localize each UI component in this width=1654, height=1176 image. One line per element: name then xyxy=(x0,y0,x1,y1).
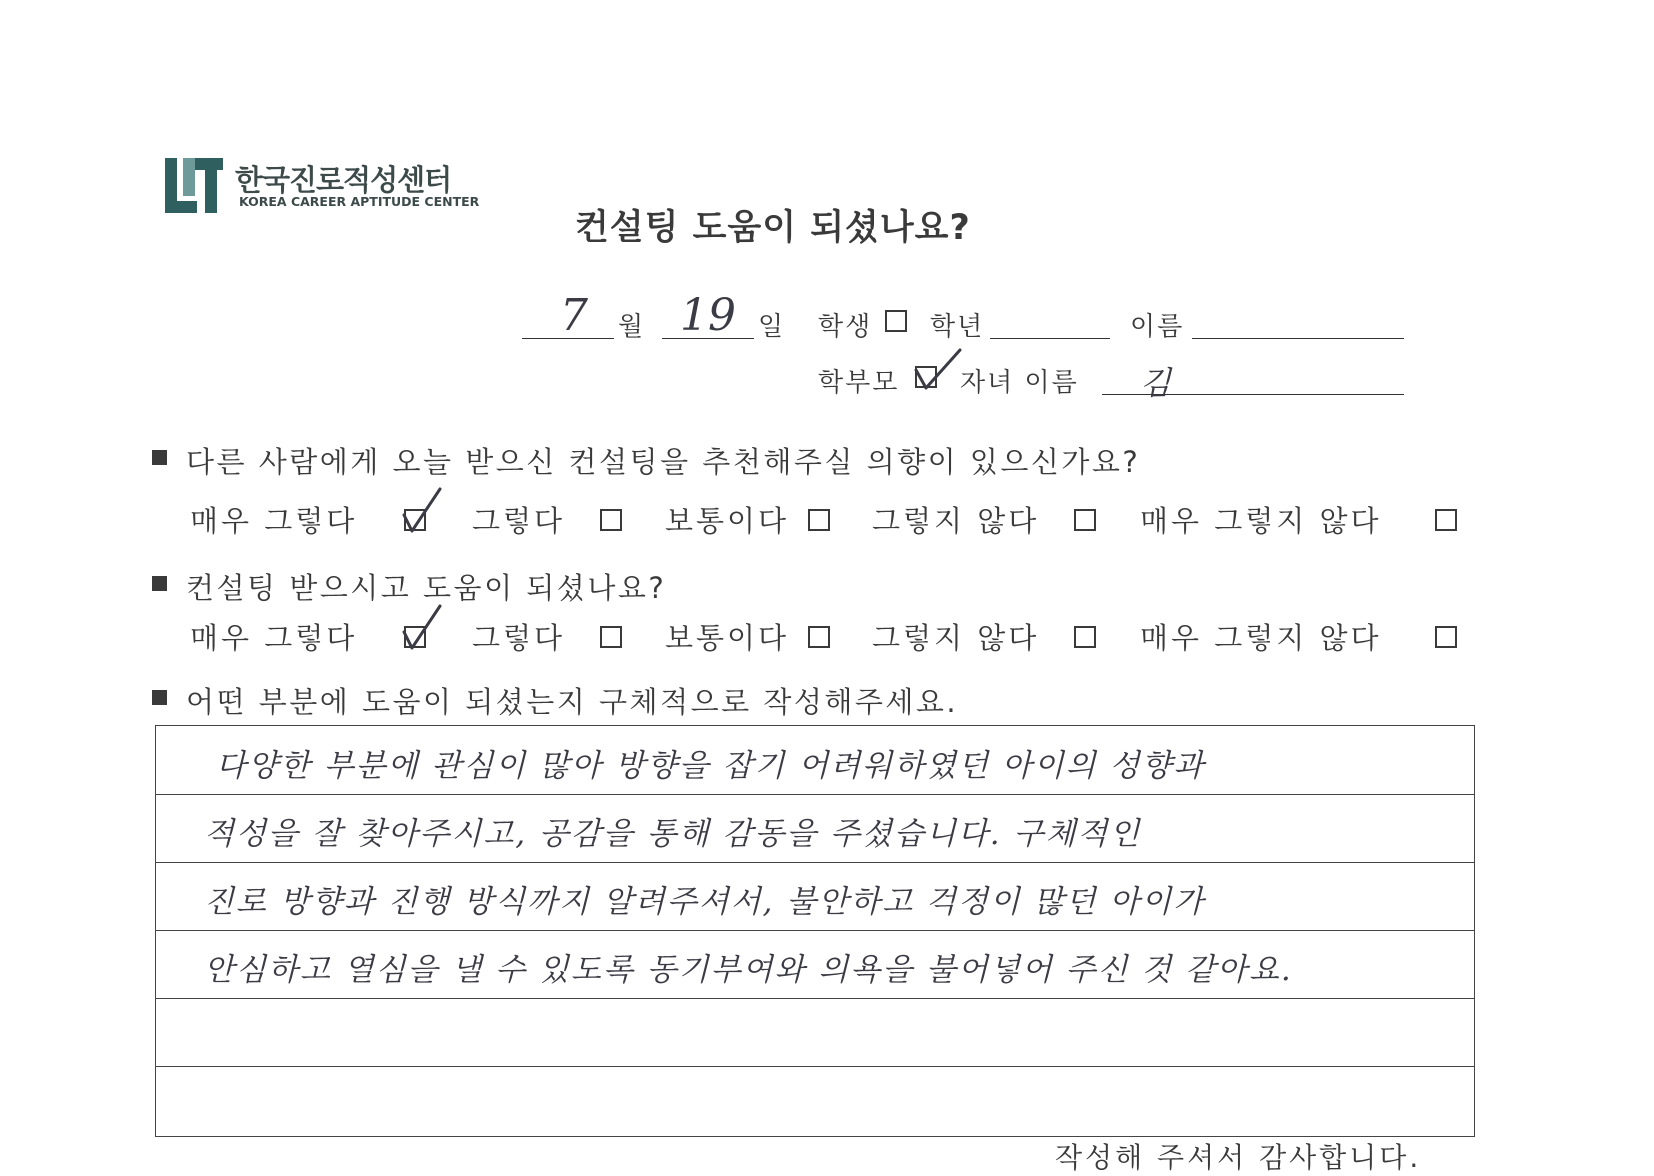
name-label: 이름 xyxy=(1130,312,1185,342)
question-3-text: 어떤 부분에 도움이 되셨는지 구체적으로 작성해주세요. xyxy=(186,685,959,719)
month-value: 7 xyxy=(560,290,588,341)
q1-option-very-no-checkbox[interactable] xyxy=(1435,509,1457,531)
question-1-text: 다른 사람에게 오늘 받으신 컨설팅을 추천해주실 의향이 있으신가요? xyxy=(186,445,1141,479)
q1-option-very-no-label: 매우 그렇지 않다 xyxy=(1140,504,1382,538)
child-name-value: 김 xyxy=(1140,364,1171,402)
page-title: 컨설팅 도움이 되셨나요? xyxy=(575,208,971,248)
q1-option-no-label: 그렇지 않다 xyxy=(872,504,1040,538)
q1-check-mark-icon xyxy=(400,485,444,535)
q1-option-yes-label: 그렇다 xyxy=(472,504,566,538)
grade-label: 학년 xyxy=(930,312,985,342)
question-1-options xyxy=(190,495,1490,545)
question-3-bullet xyxy=(152,690,167,705)
q2-option-yes-label: 그렇다 xyxy=(472,621,566,655)
q1-option-neutral-checkbox[interactable] xyxy=(808,509,830,531)
grade-underline[interactable] xyxy=(990,338,1110,339)
answer-line-2: 적성을 잘 찾아주시고, 공감을 통해 감동을 주셨습니다. 구체적인 xyxy=(204,816,1142,852)
parent-label: 학부모 xyxy=(818,368,900,398)
question-2-options xyxy=(190,612,1490,662)
child-name-label: 자녀 이름 xyxy=(960,368,1079,398)
day-label: 일 xyxy=(758,312,786,342)
logo-mark-icon xyxy=(165,158,223,213)
answer-box[interactable] xyxy=(155,725,1475,1137)
answer-line-4: 안심하고 열심을 낼 수 있도록 동기부여와 의욕을 불어넣어 주신 것 같아요. xyxy=(204,952,1293,988)
q1-option-very-yes-label: 매우 그렇다 xyxy=(190,504,358,538)
question-1-bullet xyxy=(152,450,167,465)
q2-option-very-no-label: 매우 그렇지 않다 xyxy=(1140,621,1382,655)
name-underline[interactable] xyxy=(1192,338,1404,339)
question-2-text: 컨설팅 받으시고 도움이 되셨나요? xyxy=(186,571,667,605)
student-checkbox[interactable] xyxy=(885,310,907,332)
student-label: 학생 xyxy=(818,312,873,342)
answer-rule-5 xyxy=(156,1066,1474,1067)
logo xyxy=(165,158,480,218)
q2-option-no-label: 그렇지 않다 xyxy=(872,621,1040,655)
q2-option-neutral-checkbox[interactable] xyxy=(808,626,830,648)
q2-option-yes-checkbox[interactable] xyxy=(600,626,622,648)
q2-option-neutral-label: 보통이다 xyxy=(665,621,790,655)
q2-option-very-yes-label: 매우 그렇다 xyxy=(190,621,358,655)
parent-check-mark-icon xyxy=(912,346,964,392)
day-value: 19 xyxy=(680,290,736,341)
q1-option-no-checkbox[interactable] xyxy=(1074,509,1096,531)
q2-check-mark-icon xyxy=(400,602,444,652)
q2-option-very-no-checkbox[interactable] xyxy=(1435,626,1457,648)
logo-name-ko: 한국진로적성센터 xyxy=(235,163,452,197)
q1-option-neutral-label: 보통이다 xyxy=(665,504,790,538)
q1-option-yes-checkbox[interactable] xyxy=(600,509,622,531)
closing-text: 작성해 주셔서 감사합니다. xyxy=(1055,1141,1422,1174)
q2-option-no-checkbox[interactable] xyxy=(1074,626,1096,648)
month-label: 월 xyxy=(618,312,646,342)
logo-name-en: KOREA CAREER APTITUDE CENTER xyxy=(239,194,480,209)
answer-line-3: 진로 방향과 진행 방식까지 알려주셔서, 불안하고 걱정이 많던 아이가 xyxy=(204,884,1206,920)
question-2-bullet xyxy=(152,576,167,591)
answer-line-1: 다양한 부분에 관심이 많아 방향을 잡기 어려워하였던 아이의 성향과 xyxy=(216,748,1206,784)
